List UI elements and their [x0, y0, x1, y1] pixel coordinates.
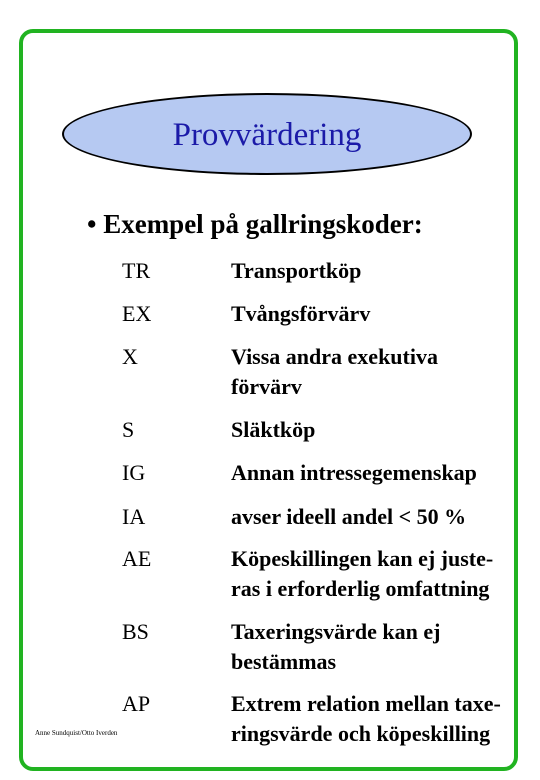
code-description: Extrem relation mellan taxe- ringsvärde och köpeskilling: [231, 691, 501, 746]
subheading: • Exempel på gallringskoder:: [87, 209, 423, 239]
code-label: IG: [122, 460, 146, 485]
code-description: Släktköp: [231, 417, 316, 442]
code-label: AP: [122, 691, 151, 716]
code-label: S: [122, 417, 135, 442]
code-description: Annan intressegemenskap: [231, 460, 477, 485]
code-label: EX: [122, 301, 152, 326]
code-description: Transportköp: [231, 258, 362, 283]
code-description: avser ideell andel < 50 %: [231, 504, 467, 529]
code-description: Taxeringsvärde kan ej bestämmas: [231, 619, 441, 674]
code-label: AE: [122, 546, 152, 571]
slide-title: Provvärdering: [172, 117, 362, 153]
code-description: Vissa andra exekutiva förvärv: [231, 344, 438, 399]
code-label: TR: [122, 258, 151, 283]
code-label: X: [122, 344, 138, 369]
footer-author: Anne Sundquist/Otto Iverden: [35, 729, 118, 737]
code-description: Tvångsförvärv: [231, 301, 371, 326]
code-label: IA: [122, 504, 146, 529]
code-description: Köpeskillingen kan ej juste- ras i erforderlig omfattning: [231, 546, 494, 601]
code-label: BS: [122, 619, 149, 644]
